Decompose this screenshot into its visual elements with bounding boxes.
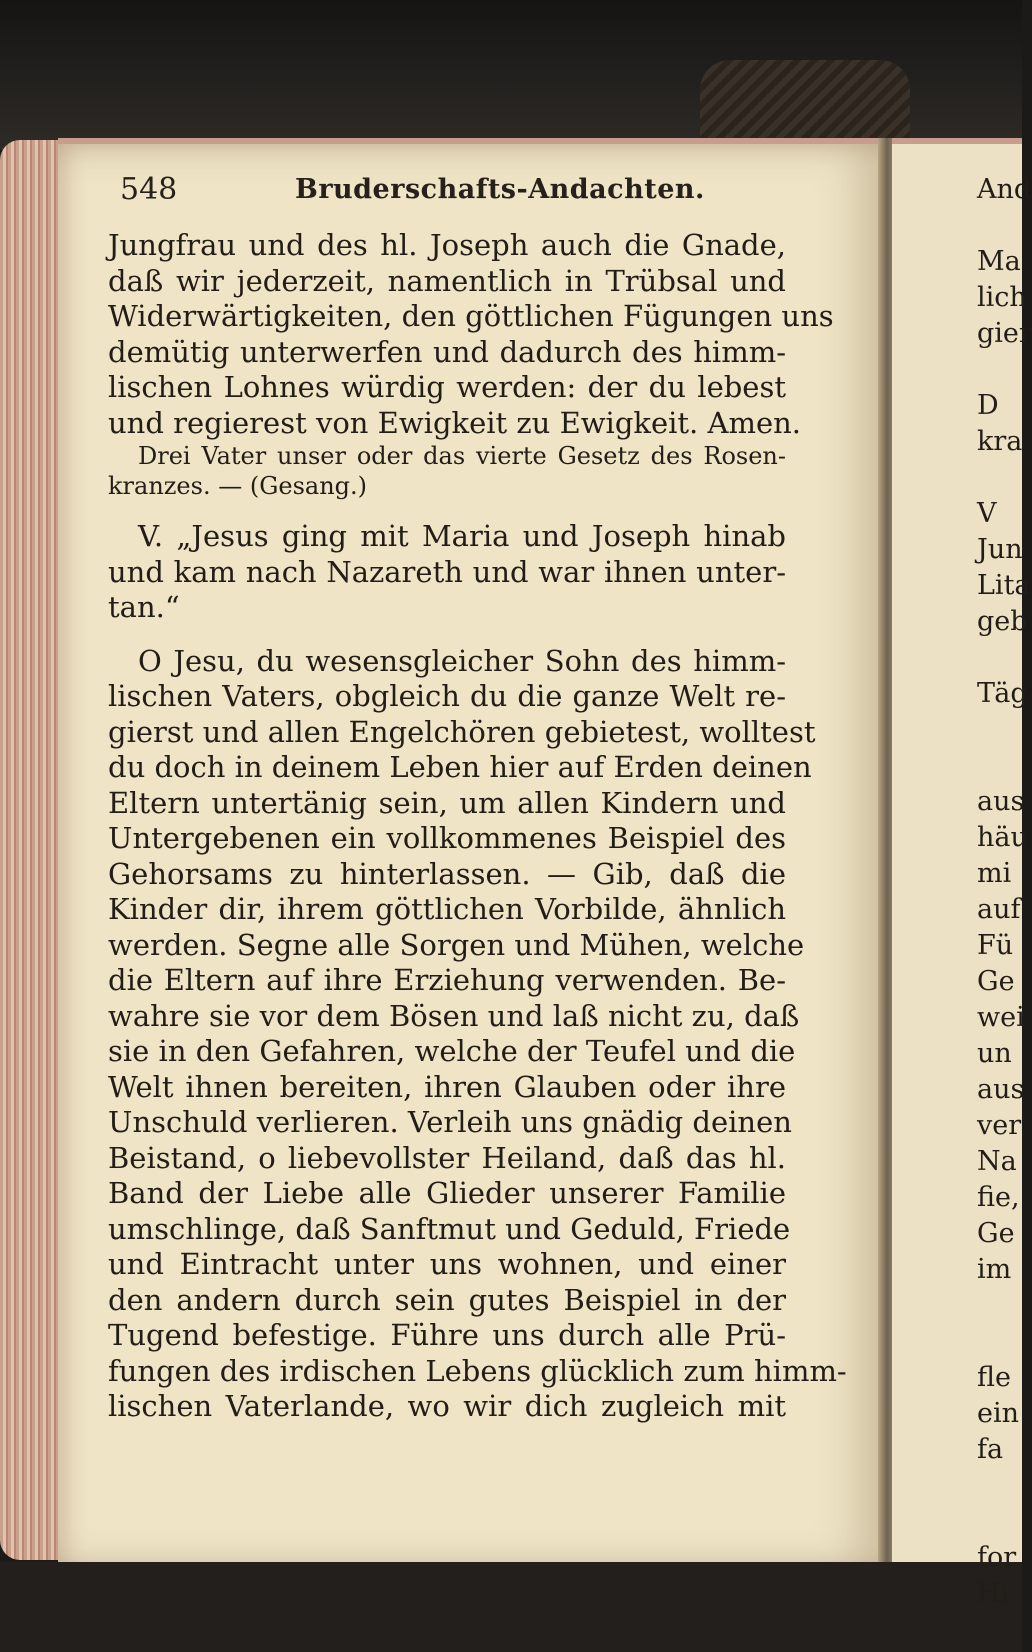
text-line: daß wir jederzeit, namentlich in Trübsal und (108, 263, 786, 298)
spacer (108, 501, 786, 519)
prayer-line: Untergebenen ein vollkommenes Beispiel des (108, 821, 786, 855)
facing-fragment: un (977, 1038, 1012, 1069)
bookmark-ribbon (700, 60, 910, 150)
prayer-line: Tugend befestige. Führe uns durch alle Prü- (108, 1318, 786, 1352)
facing-fragment: mi (977, 858, 1012, 889)
facing-fragment (977, 208, 1022, 244)
prayer-line: du doch in deinem Leben hier auf Erden deinen (108, 750, 812, 784)
verse-line: V. „Jesus ging mit Maria und Joseph hinab (138, 519, 786, 553)
prayer-line: wahre sie vor dem Bösen und laß nicht zu, daß (108, 998, 800, 1033)
facing-page-text (977, 172, 1032, 1612)
facing-fragment (977, 748, 1022, 784)
spacer (108, 626, 786, 644)
prayer-line: Gehorsams zu hinterlassen. — Gib, daß die (108, 856, 786, 891)
facing-fragment: aus (977, 786, 1025, 817)
prayer-line: O Jesu, du wesensgleicher Sohn des himm- (138, 643, 786, 678)
facing-fragment (977, 1288, 1022, 1324)
facing-fragment: auf (977, 894, 1021, 925)
running-head: Bruderschafts-Andachten. (295, 174, 705, 205)
verse-line: und kam nach Nazareth und war ihnen unter- (108, 554, 786, 589)
facing-fragment: Jun (977, 534, 1023, 565)
facing-fragment: fa (977, 1434, 1004, 1465)
text-line: demütig unterwerfen und dadurch des himm- (108, 334, 786, 369)
facing-fragment: ein (977, 1398, 1020, 1429)
rubric-line: Drei Vater unser oder das vierte Gesetz des Rosen- (138, 442, 786, 470)
facing-fragment: häu (977, 822, 1028, 853)
facing-fragment: kra (977, 426, 1023, 457)
prayer-line: Welt ihnen bereiten, ihren Glauben oder ihre (108, 1069, 786, 1104)
prayer-line: Eltern untertänig sein, um allen Kindern und (108, 785, 786, 820)
facing-fragment (977, 1324, 1022, 1360)
facing-fragment: Täg (977, 678, 1028, 709)
prayer-line: die Eltern auf ihre Erziehung verwenden. Be- (108, 963, 786, 997)
facing-fragment: And (977, 174, 1032, 205)
background-bottom (0, 1562, 1022, 1652)
facing-fragment: im (977, 1254, 1012, 1285)
facing-fragment: gier (977, 318, 1032, 349)
rubric-line: kranzes. — (Gesang.) (108, 472, 368, 500)
prayer-line: Band der Liebe alle Glieder unserer Familie (108, 1176, 786, 1210)
facing-fragment (977, 460, 1022, 496)
facing-fragment: fle (977, 1362, 1011, 1393)
facing-fragment: Na (977, 1146, 1017, 1177)
facing-fragment (977, 640, 1022, 676)
facing-fragment: Ge (977, 1218, 1015, 1249)
text-line: Widerwärtigkeiten, den göttlichen Fügungen uns (108, 299, 834, 333)
facing-fragment: lich (977, 282, 1027, 313)
facing-fragment (977, 1468, 1022, 1504)
facing-fragment (977, 1504, 1022, 1540)
prayer-line: fungen des irdischen Lebens glücklich zum himm- (108, 1353, 847, 1388)
page-header (120, 172, 860, 216)
page-body (108, 228, 847, 1425)
prayer-line: gierst und allen Engelchören gebietest, wolltest (108, 714, 816, 749)
facing-fragment: geb (977, 606, 1028, 637)
page-number: 548 (120, 172, 178, 207)
prayer-line: lischen Vaters, obgleich du die ganze Welt re- (108, 679, 786, 713)
prayer-line: Kinder dir, ihrem göttlichen Vorbilde, ähnlich (108, 892, 786, 926)
text-line: Jungfrau und des hl. Joseph auch die Gnade, (108, 228, 786, 262)
facing-fragment: Fü (977, 930, 1014, 961)
text-line: lischen Lohnes würdig werden: der du lebest (108, 370, 786, 404)
facing-fragment: Ma (977, 246, 1021, 277)
facing-fragment: wei (977, 1002, 1025, 1033)
prayer-line: und Eintracht unter uns wohnen, und einer (108, 1247, 786, 1281)
facing-fragment: aus (977, 1074, 1025, 1105)
facing-fragment: ver (977, 1110, 1022, 1141)
facing-fragment: Lita (977, 570, 1031, 601)
facing-fragment: for (977, 1542, 1017, 1573)
prayer-line: Beistand, o liebevollster Heiland, daß das hl. (108, 1140, 786, 1175)
prayer-line: umschlinge, daß Sanftmut und Geduld, Friede (108, 1211, 791, 1246)
prayer-line: lischen Vaterlande, wo wir dich zugleich mit (108, 1389, 786, 1423)
verse-line: tan.“ (108, 590, 180, 624)
facing-fragment: fie, (977, 1182, 1020, 1213)
facing-fragment: Ge (977, 966, 1015, 997)
facing-fragment (977, 352, 1022, 388)
prayer-line: werden. Segne alle Sorgen und Mühen, welche (108, 927, 805, 962)
prayer-line: sie in den Gefahren, welche der Teufel und die (108, 1034, 796, 1068)
facing-fragment: D (977, 390, 999, 421)
text-line: und regierest von Ewigkeit zu Ewigkeit. Amen. (108, 405, 801, 440)
prayer-line: den andern durch sein gutes Beispiel in der (108, 1282, 786, 1317)
facing-fragment: Hi (977, 1578, 1010, 1609)
facing-fragment (977, 712, 1022, 748)
prayer-line: Unschuld verlieren. Verleih uns gnädig deinen (108, 1105, 792, 1139)
facing-fragment: V (977, 498, 997, 529)
